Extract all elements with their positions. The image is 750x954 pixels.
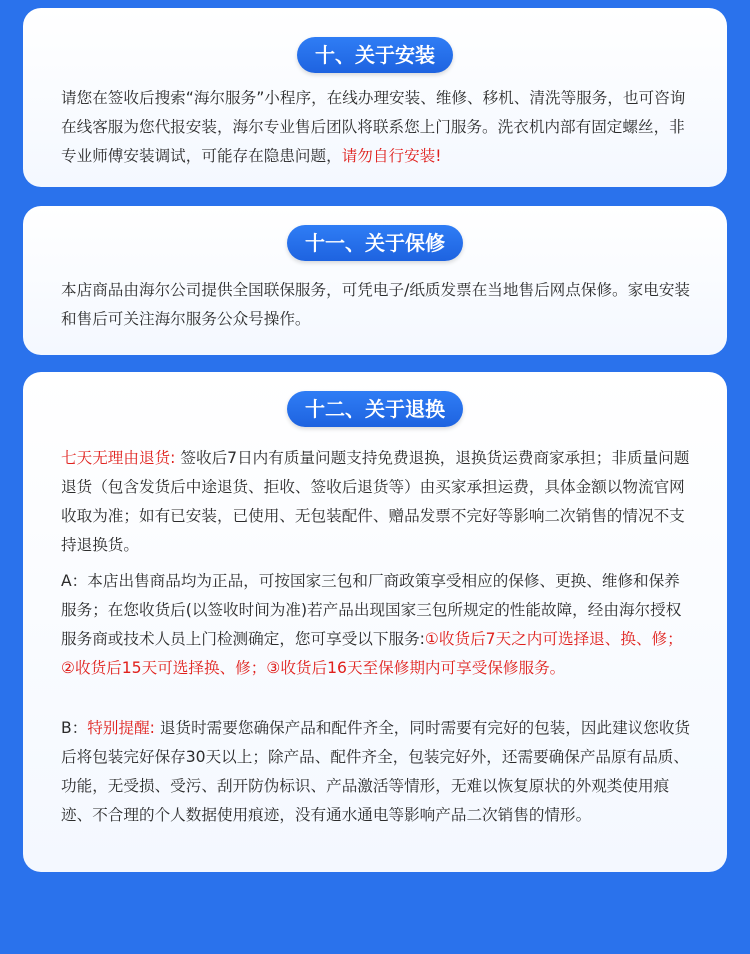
- return-para-b: [61, 714, 693, 830]
- install-warning: 请勿自行安装!: [341, 147, 442, 165]
- return-title: 十二、关于退换: [287, 391, 463, 427]
- return-para-a-body: A：本店出售商品均为正品，可按国家三包和厂商政策享受相应的保修、更换、维修和保养服务；在您收货后(以签收时间为准)若产品出现国家三包所规定的性能故障，经由海尔授权服务商或技术人员上门检测确定，您可享受以下服务:: [61, 572, 682, 648]
- return-para-b-body: 退货时需要您确保产品和配件齐全，同时需要有完好的包装，因此建议您收货后将包装完好保存30天以上；除产品、配件齐全，包装完好外，还需要确保产品原有品质、功能，无受损、受污、刮开防伪标识、产品激活等情形，无难以恢复原状的外观类使用痕迹、不合理的个人数据使用痕迹，没有通水通电等影响产品二次销售的情形。: [61, 719, 691, 824]
- return-para-a: [61, 567, 693, 683]
- warranty-card: [23, 206, 727, 355]
- install-title: 十、关于安装: [297, 37, 453, 73]
- warranty-title: 十一、关于保修: [287, 225, 463, 261]
- return-para-1: [61, 444, 693, 560]
- install-text: [61, 84, 693, 171]
- return-para-1-body: 签收后7日内有质量问题支持免费退换，退换货运费商家承担；非质量问题退货（包含发货后中途退货、拒收、签收后退货等）由买家承担运费，具体金额以物流官网收取为准；如有已安装，已使用、无包装配件、赠品发票不完好等影响二次销售的情况不支持退换货。: [61, 449, 690, 554]
- install-card: [23, 8, 727, 187]
- return-para-b-prefix: B：: [61, 719, 88, 737]
- special-reminder-label: 特别提醒:: [87, 719, 155, 737]
- return-card: [23, 372, 727, 872]
- warranty-text: 本店商品由海尔公司提供全国联保服务，可凭电子/纸质发票在当地售后网点保修。家电安装和售后可关注海尔服务公众号操作。: [61, 281, 691, 328]
- install-text-body: 请您在签收后搜索“海尔服务”小程序，在线办理安装、维修、移机、清洗等服务，也可咨询在线客服为您代报安装，海尔专业售后团队将联系您上门服务。洗衣机内部有固定螺丝，非专业师傅安装调试，可能存在隐患问题，: [61, 89, 686, 165]
- seven-day-label: 七天无理由退货:: [61, 449, 176, 467]
- return-para-a-services: ①收货后7天之内可选择退、换、修；②收货后15天可选择换、修；③收货后16天至保修期内可享受保修服务。: [61, 630, 683, 677]
